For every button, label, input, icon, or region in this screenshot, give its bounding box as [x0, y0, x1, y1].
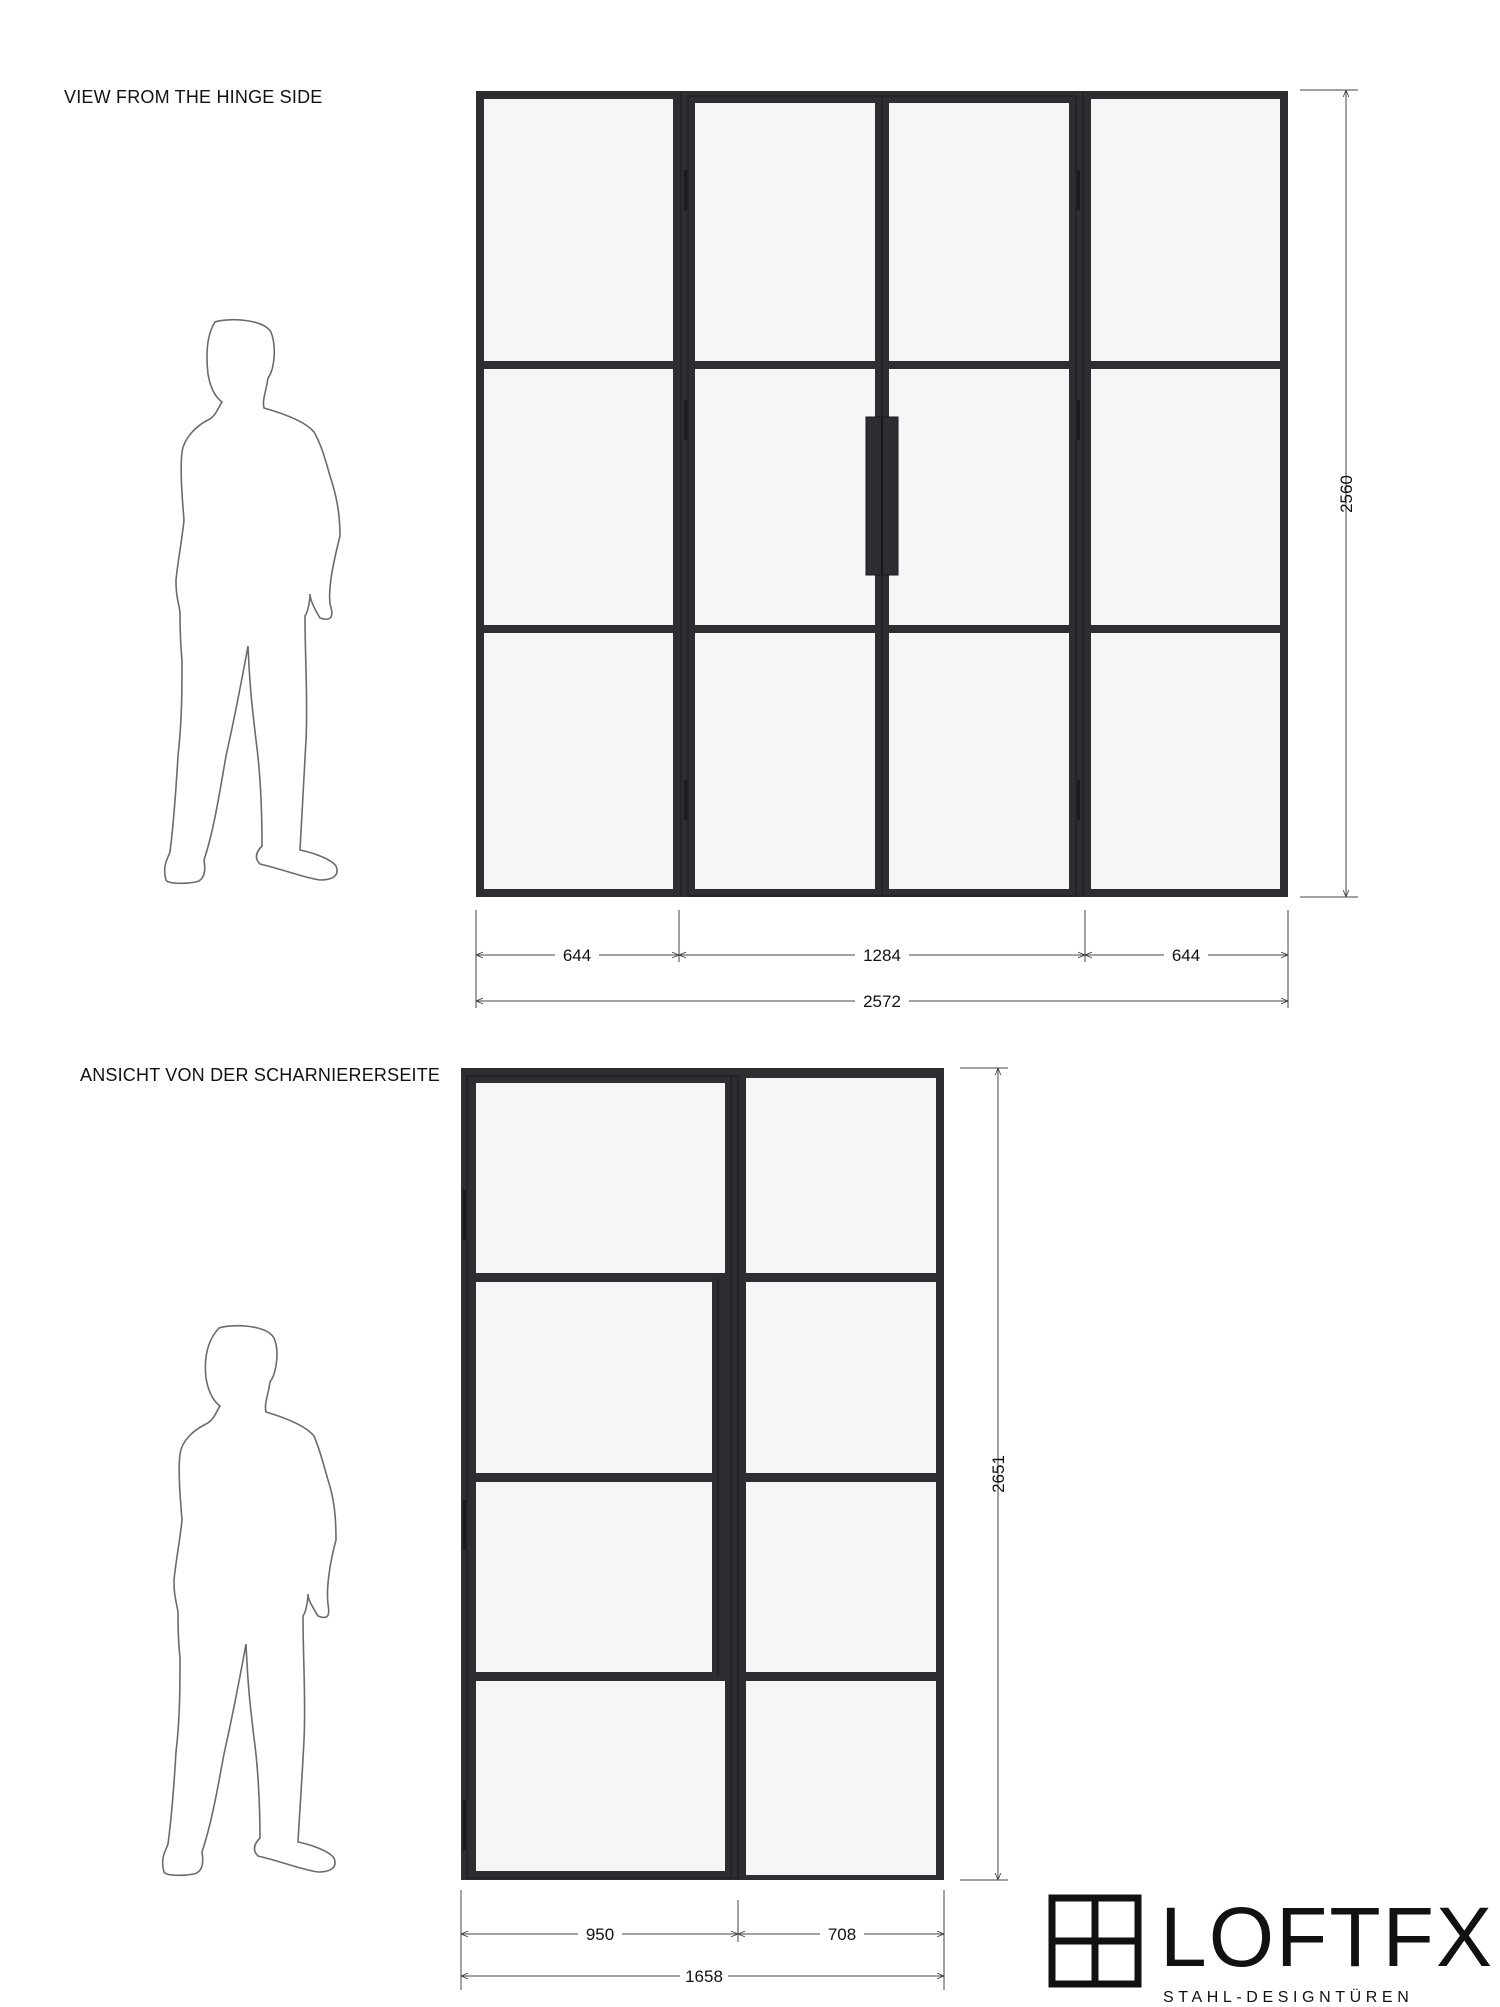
- brand-name: LOFTFX: [1160, 1890, 1495, 1984]
- top-height-label: 2560: [1337, 475, 1356, 513]
- top-view-title: VIEW FROM THE HINGE SIDE: [64, 87, 323, 107]
- bottom-view-title: ANSICHT VON DER SCHARNIERERSEITE: [80, 1065, 441, 1085]
- top-person-silhouette: [165, 320, 340, 884]
- top-width-right-label: 644: [1171, 946, 1201, 965]
- bottom-person-silhouette: [163, 1326, 336, 1876]
- bottom-width-left-label: 950: [585, 1925, 615, 1944]
- bottom-width-total-label: 1658: [685, 1967, 723, 1986]
- bottom-door-frame: [461, 1068, 944, 1880]
- bottom-width-right-label: 708: [827, 1925, 857, 1944]
- door-handle: [866, 417, 898, 575]
- top-width-center-label: 1284: [863, 946, 901, 965]
- top-width-total-label: 2572: [863, 992, 901, 1011]
- window-grid-icon: [1052, 1898, 1138, 1984]
- bottom-height-label: 2651: [989, 1455, 1008, 1493]
- brand-tagline: STAHL-DESIGNTÜREN: [1163, 1989, 1414, 2006]
- top-width-left-label: 644: [562, 946, 592, 965]
